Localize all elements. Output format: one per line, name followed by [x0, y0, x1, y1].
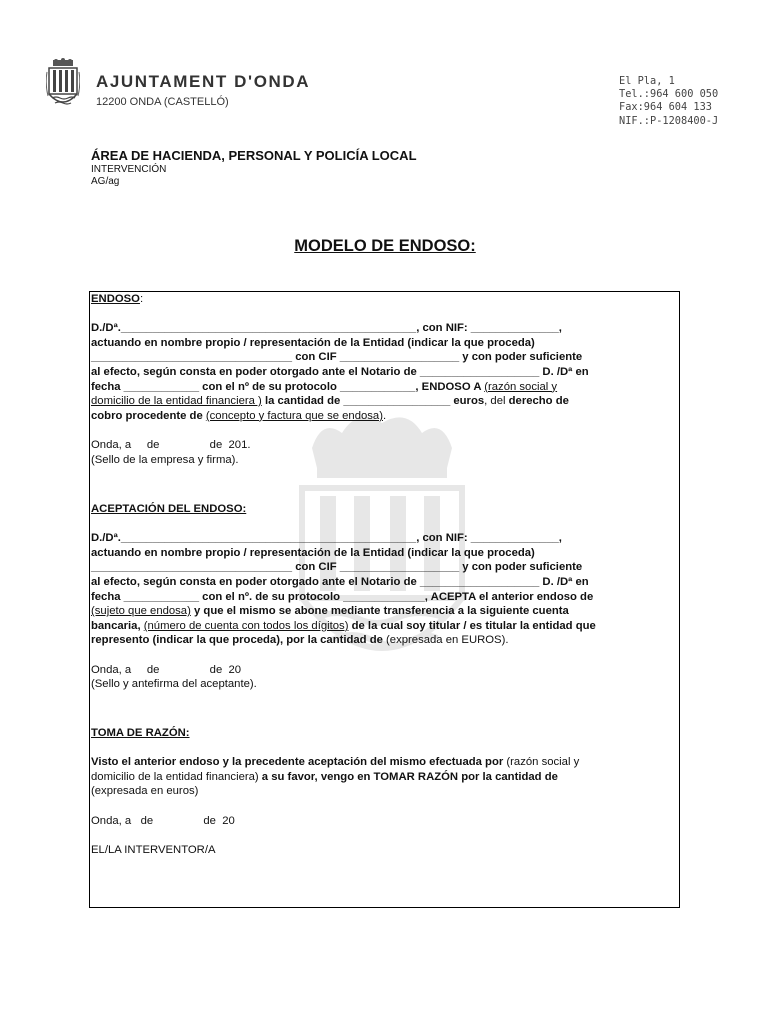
aceptacion-line	[91, 633, 677, 648]
aceptacion-text: de la cual soy titular / es titular la entidad que	[348, 619, 596, 632]
endoso-section	[91, 292, 677, 467]
endoso-concepto: (concepto y factura que se endosa)	[205, 409, 383, 422]
endoso-line	[91, 350, 677, 365]
toma-line: (expresada en euros)	[91, 785, 199, 798]
endoso-line	[91, 321, 677, 336]
toma-domicilio: domicilio de la entidad financiera)	[91, 770, 259, 783]
document-title: MODELO DE ENDOSO:	[294, 237, 476, 255]
toma-paragraph	[91, 755, 677, 799]
aceptacion-line	[91, 619, 677, 634]
department-area: ÁREA DE HACIENDA, PERSONAL Y POLICÍA LOCAL	[91, 148, 417, 163]
aceptacion-heading: ACEPTACIÓN DEL ENDOSO:	[91, 503, 247, 515]
aceptacion-line	[91, 604, 677, 619]
toma-line	[91, 755, 677, 770]
endoso-line: al efecto, según consta en poder otorgado ante el Notario de ___________________ D. /Dª en	[91, 365, 589, 378]
endoso-heading: ENDOSO	[91, 293, 140, 305]
endoso-line	[91, 380, 677, 395]
toma-razon-social: (razón social y	[506, 756, 580, 769]
aceptacion-text: bancaria,	[91, 619, 144, 632]
endoso-name-label: D./Dª.	[91, 322, 121, 335]
endoso-line: actuando en nombre propio / representación de la Entidad (indicar la que proceda)	[91, 336, 535, 349]
org-name: AJUNTAMENT D'ONDA	[96, 72, 311, 91]
endoso-place-date: Onda, a de de 201.	[91, 438, 251, 451]
toma-text: Visto el anterior endoso y la precedente aceptación del mismo efectuada por	[91, 756, 507, 769]
aceptacion-name-field: _______________________________________________, con NIF: ______________,	[120, 532, 562, 545]
phone-line: Tel.:964 600 050	[619, 88, 719, 101]
endoso-paragraph	[91, 321, 677, 423]
crest-logo	[46, 58, 80, 110]
endoso-cif-field: con CIF ___________________ y con poder suficiente	[292, 351, 583, 364]
address-line: El Pla, 1	[619, 75, 675, 87]
endoso-heading-colon: :	[139, 293, 144, 305]
aceptacion-text: y que el mismo se abone mediante transferencia a la siguiente cuenta	[190, 605, 569, 618]
endoso-text: cobro procedente de	[91, 409, 206, 422]
aceptacion-place-date: Onda, a de de 20	[91, 663, 242, 676]
toma-line	[91, 770, 677, 785]
department-unit-block	[91, 164, 166, 188]
endoso-blank: ________________________________	[91, 351, 293, 364]
aceptacion-section	[91, 502, 677, 692]
aceptacion-line: fecha ____________ con el nº. de su protocolo _____________, ACEPTA el anterior endoso de	[91, 590, 594, 603]
interventor-signature-label: EL/LA INTERVENTOR/A	[91, 843, 216, 856]
endoso-text: , del	[484, 395, 509, 408]
toma-text: a su favor, vengo en TOMAR RAZÓN por la cantidad de	[258, 770, 558, 783]
aceptacion-line: actuando en nombre propio / representación de la Entidad (indicar la que proceda)	[91, 546, 535, 559]
endoso-line	[91, 394, 677, 409]
address-block	[619, 75, 718, 128]
endoso-name-field: _______________________________________________, con NIF: ______________,	[120, 322, 562, 335]
toma-place-date: Onda, a de de 20	[91, 814, 235, 827]
nif-line: NIF.:P-1208400-J	[619, 114, 719, 127]
department-ref: AG/ag	[91, 176, 120, 187]
aceptacion-name-label: D./Dª.	[91, 532, 121, 545]
aceptacion-line: al efecto, según consta en poder otorgado ante el Notario de ___________________ D. /Dª en	[91, 575, 589, 588]
department-unit: INTERVENCIÓN	[91, 164, 167, 175]
endoso-amount-field: la cantidad de _________________ euros	[261, 395, 485, 408]
endoso-stamp-note: (Sello de la empresa y firma).	[91, 453, 239, 466]
endoso-line	[91, 409, 677, 424]
endoso-text: derecho de	[508, 395, 569, 408]
fax-line: Fax:964 604 133	[619, 101, 712, 114]
aceptacion-text: represento (indicar la que proceda), por la cantidad de	[91, 634, 387, 647]
aceptacion-cif-field: con CIF ___________________ y con poder suficiente	[292, 561, 583, 574]
endoso-text: .	[382, 409, 387, 422]
toma-heading: TOMA DE RAZÓN:	[91, 727, 190, 739]
aceptacion-paragraph	[91, 531, 677, 648]
aceptacion-expresada: (expresada en EUROS).	[386, 634, 509, 647]
endoso-razon-social: (razón social y	[484, 380, 558, 393]
aceptacion-stamp-note: (Sello y antefirma del aceptante).	[91, 678, 257, 691]
endoso-date-field: fecha ____________ con el nº de su protocolo ____________, ENDOSO A	[91, 380, 485, 393]
org-city: 12200 ONDA (CASTELLÓ)	[96, 96, 229, 108]
endoso-domicilio: domicilio de la entidad financiera )	[91, 395, 262, 408]
aceptacion-cuenta: (número de cuenta con todos los dígitos)	[143, 619, 349, 632]
aceptacion-blank: ________________________________	[91, 561, 293, 574]
aceptacion-line	[91, 531, 677, 546]
aceptacion-line	[91, 560, 677, 575]
toma-section	[91, 726, 677, 857]
aceptacion-sujeto: (sujeto que endosa)	[91, 605, 191, 618]
